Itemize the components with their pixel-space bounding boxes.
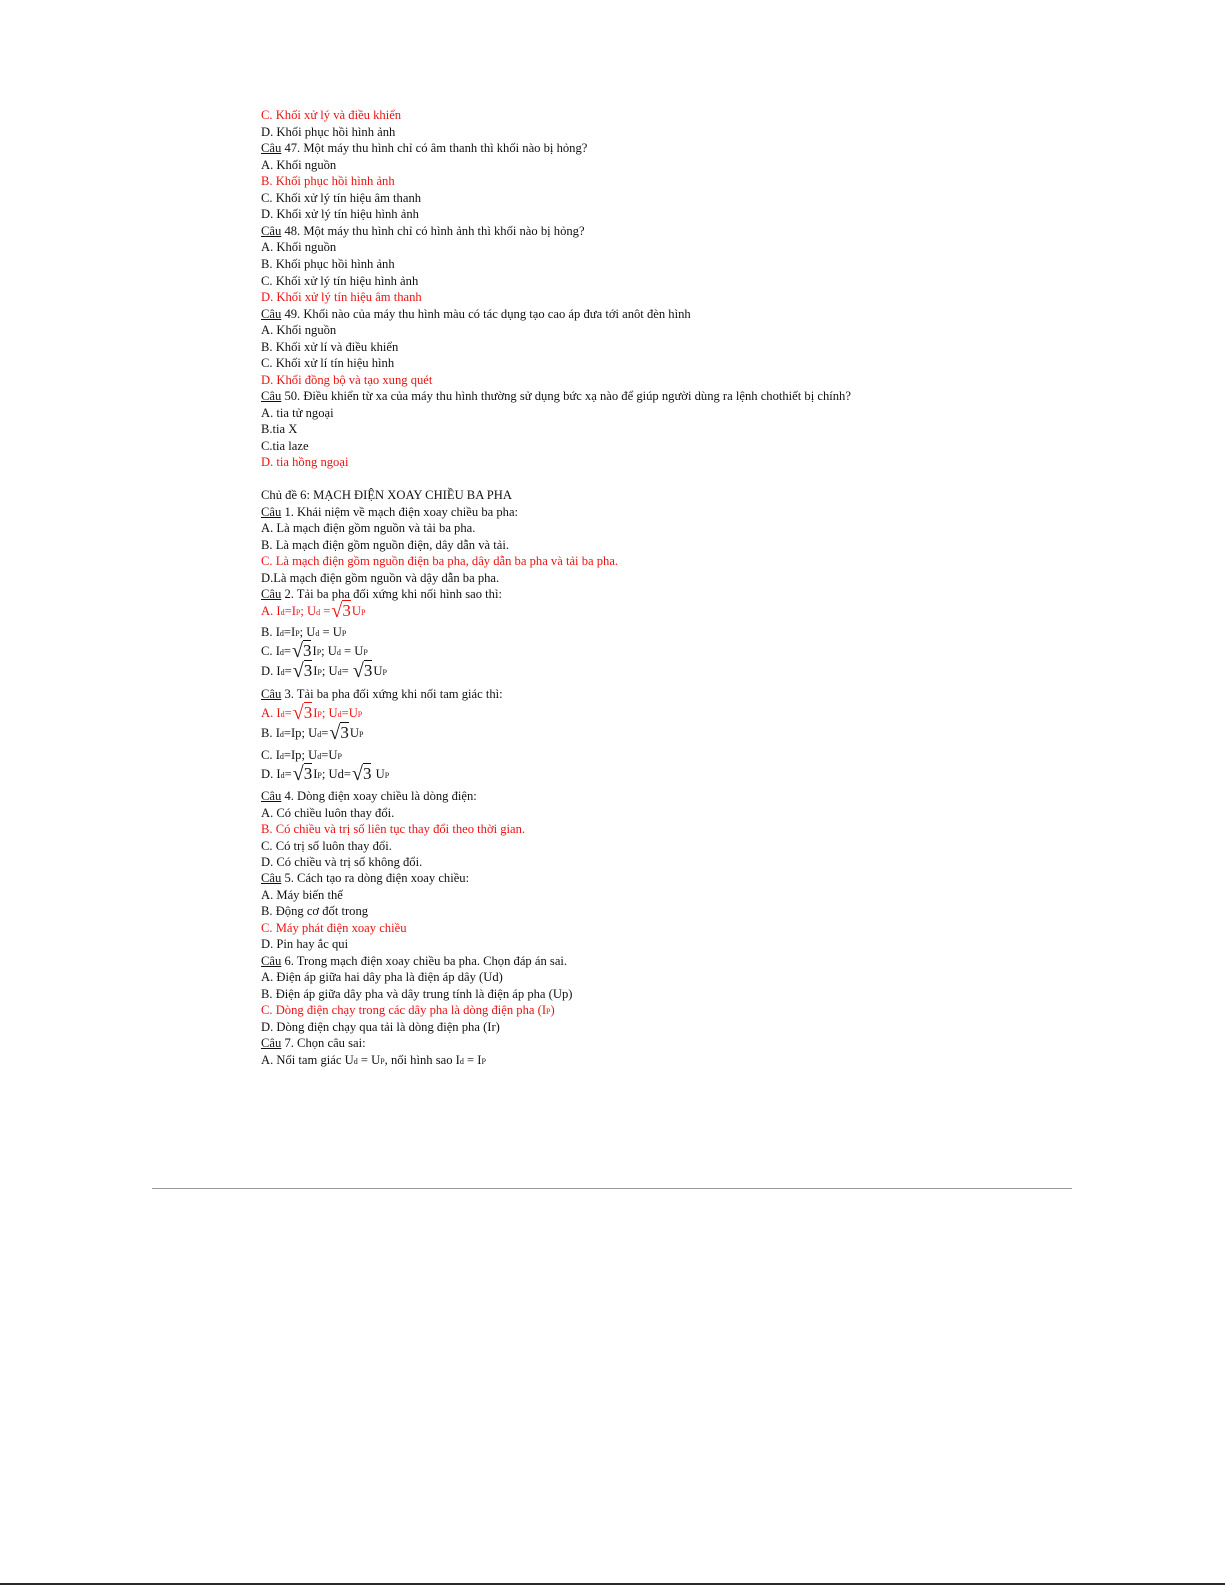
subscript: P bbox=[316, 648, 322, 657]
text-run: =I bbox=[283, 625, 296, 639]
correct-answer-line: B. Có chiều và trị số liên tục thay đổi theo thời gian. bbox=[261, 822, 526, 836]
subscript: d bbox=[280, 608, 285, 617]
subscript: d bbox=[459, 1057, 464, 1066]
text-run: ; U bbox=[321, 664, 338, 678]
question-line bbox=[261, 389, 851, 404]
question-label: Câu bbox=[261, 587, 282, 601]
radicand: 3 bbox=[302, 641, 312, 660]
text-run: = U bbox=[319, 625, 342, 639]
text-run: = bbox=[320, 604, 331, 618]
question-text: 5. Cách tạo ra dòng điện xoay chiều: bbox=[281, 871, 470, 885]
text-line: D. Khối phục hồi hình ảnh bbox=[261, 125, 396, 139]
text-run: = I bbox=[463, 1053, 482, 1067]
question-line bbox=[261, 789, 477, 804]
text-line: C. Khối xử lý tín hiệu âm thanh bbox=[261, 191, 422, 205]
text-line: A. Máy biến thế bbox=[261, 888, 343, 902]
text-run: =Ip; U bbox=[283, 748, 318, 762]
text-run: U bbox=[373, 664, 383, 678]
radical-sign: √ bbox=[292, 640, 303, 662]
text-run: A. Nối tam giác U bbox=[261, 1053, 354, 1067]
text-line: B.tia X bbox=[261, 422, 298, 436]
text-run: ; Ud= bbox=[321, 767, 351, 781]
question-label: Câu bbox=[261, 307, 282, 321]
text-run: A. I bbox=[261, 604, 281, 618]
correct-answer-line bbox=[261, 600, 366, 622]
question-label: Câu bbox=[261, 389, 282, 403]
text-run: = bbox=[321, 726, 329, 740]
square-root bbox=[292, 660, 313, 682]
radical-sign: √ bbox=[331, 600, 343, 622]
text-line: C. Khối xử lý tín hiệu hình ảnh bbox=[261, 274, 419, 288]
subscript: P bbox=[360, 608, 366, 617]
question-label: Câu bbox=[261, 141, 282, 155]
question-text: 50. Điều khiển từ xa của máy thu hình thường sử dụng bức xạ nào để giúp người dùng ra lệnh chothiết bị chính? bbox=[281, 389, 851, 403]
subscript: d bbox=[317, 752, 322, 761]
radical-sign: √ bbox=[292, 702, 304, 724]
text-run: A. I bbox=[261, 706, 281, 720]
subscript: P bbox=[341, 629, 347, 638]
question-line bbox=[261, 687, 503, 702]
answer-line bbox=[261, 722, 364, 744]
question-label: Câu bbox=[261, 871, 282, 885]
text-line: A. Có chiều luôn thay đổi. bbox=[261, 806, 395, 820]
subscript: P bbox=[358, 730, 364, 739]
question-line bbox=[261, 224, 585, 239]
subscript: d bbox=[280, 710, 285, 719]
question-text: 47. Một máy thu hình chỉ có âm thanh thì khối nào bị hỏng? bbox=[281, 141, 588, 155]
correct-answer-line bbox=[261, 1003, 555, 1019]
subscript: d bbox=[315, 629, 320, 638]
text-line: B. Khối phục hồi hình ảnh bbox=[261, 257, 395, 271]
text-run: I bbox=[312, 644, 317, 658]
square-root bbox=[292, 763, 313, 785]
text-line: D.Là mạch điện gồm nguồn và dậy dẫn ba pha. bbox=[261, 571, 500, 585]
square-root bbox=[352, 763, 372, 785]
subscript: d bbox=[279, 648, 284, 657]
question-text: 7. Chọn câu sai: bbox=[281, 1036, 366, 1050]
subscript: P bbox=[295, 629, 300, 638]
answer-line bbox=[261, 748, 342, 764]
radicand: 3 bbox=[362, 764, 372, 783]
text-run: = bbox=[341, 664, 352, 678]
subscript: d bbox=[317, 730, 322, 739]
question-line bbox=[261, 954, 567, 969]
subscript: d bbox=[336, 648, 341, 657]
question-line bbox=[261, 307, 691, 322]
subscript: d bbox=[337, 710, 342, 719]
text-run: =U bbox=[341, 706, 358, 720]
radical-sign: √ bbox=[329, 722, 341, 744]
question-line bbox=[261, 871, 469, 886]
subscript: P bbox=[384, 771, 390, 780]
question-text: 3. Tải ba pha đối xứng khi nối tam giác thì: bbox=[281, 687, 503, 701]
text-run: = bbox=[284, 767, 292, 781]
question-line bbox=[261, 141, 587, 156]
square-root bbox=[352, 660, 373, 682]
question-line bbox=[261, 505, 518, 520]
correct-answer-line: D. tia hồng ngoại bbox=[261, 455, 349, 469]
question-text: 6. Trong mạch điện xoay chiều ba pha. Chọn đáp án sai. bbox=[281, 954, 568, 968]
text-line: A. Khối nguồn bbox=[261, 158, 337, 172]
question-label: Câu bbox=[261, 224, 282, 238]
text-run: = bbox=[284, 664, 292, 678]
subscript: d bbox=[353, 1057, 358, 1066]
text-run: = U bbox=[357, 1053, 381, 1067]
text-run: ) bbox=[550, 1003, 555, 1017]
text-run: C. I bbox=[261, 644, 280, 658]
text-line: D. Có chiều và trị số không đổi. bbox=[261, 855, 423, 869]
subscript: P bbox=[337, 752, 342, 761]
subscript: d bbox=[279, 730, 284, 739]
text-line: D. Pin hay ắc qui bbox=[261, 937, 349, 951]
answer-line bbox=[261, 640, 368, 662]
radicand: 3 bbox=[363, 661, 373, 680]
page-divider bbox=[152, 1188, 1072, 1189]
text-run: B. I bbox=[261, 625, 280, 639]
radical-sign: √ bbox=[352, 660, 364, 682]
text-line: A. tia tử ngoại bbox=[261, 406, 334, 420]
subscript: d bbox=[280, 668, 285, 677]
text-run: =Ip; U bbox=[283, 726, 318, 740]
text-run: ; U bbox=[299, 625, 316, 639]
text-line: C. Có trị số luôn thay đổi. bbox=[261, 839, 392, 853]
text-run: C. I bbox=[261, 748, 280, 762]
subscript: P bbox=[380, 1057, 385, 1066]
text-line: D. Dòng điện chạy qua tải là dòng điện pha (Ir) bbox=[261, 1020, 500, 1034]
question-label: Câu bbox=[261, 954, 282, 968]
square-root bbox=[331, 600, 351, 622]
text-line: B. Điện áp giữa dây pha và dây trung tính là điện áp pha (Up) bbox=[261, 987, 573, 1001]
subscript: P bbox=[295, 608, 301, 617]
question-line bbox=[261, 587, 502, 602]
text-line: Chủ đề 6: MẠCH ĐIỆN XOAY CHIỀU BA PHA bbox=[261, 488, 512, 502]
answer-line bbox=[261, 763, 390, 785]
subscript: P bbox=[317, 771, 322, 780]
square-root bbox=[292, 640, 312, 662]
correct-answer-line: B. Khối phục hồi hình ảnh bbox=[261, 174, 395, 188]
question-text: 4. Dòng điện xoay chiều là dòng điện: bbox=[281, 789, 477, 803]
text-run: U bbox=[349, 726, 359, 740]
subscript: d bbox=[337, 668, 342, 677]
subscript: P bbox=[363, 648, 368, 657]
text-run: D. I bbox=[261, 664, 281, 678]
radicand: 3 bbox=[303, 661, 313, 680]
text-run: U bbox=[351, 604, 361, 618]
radical-sign: √ bbox=[292, 660, 304, 682]
text-line: D. Khối xử lý tín hiệu hình ảnh bbox=[261, 207, 419, 221]
radical-sign: √ bbox=[352, 763, 363, 785]
question-text: 2. Tải ba pha đối xứng khi nối hình sao thì: bbox=[281, 587, 502, 601]
question-label: Câu bbox=[261, 1036, 282, 1050]
text-run: B. I bbox=[261, 726, 280, 740]
subscript: d bbox=[316, 608, 321, 617]
radicand: 3 bbox=[303, 764, 313, 783]
correct-answer-line: D. Khối xử lý tín hiệu âm thanh bbox=[261, 290, 422, 304]
text-run: ; U bbox=[300, 604, 317, 618]
text-run: ; U bbox=[321, 706, 338, 720]
text-run: U bbox=[372, 767, 385, 781]
text-run: D. I bbox=[261, 767, 281, 781]
text-line: A. Khối nguồn bbox=[261, 240, 337, 254]
question-line bbox=[261, 1036, 366, 1051]
question-text: 48. Một máy thu hình chỉ có hình ảnh thì khối nào bị hỏng? bbox=[281, 224, 585, 238]
correct-answer-line: C. Máy phát điện xoay chiều bbox=[261, 921, 407, 935]
answer-line bbox=[261, 625, 346, 641]
question-label: Câu bbox=[261, 687, 282, 701]
correct-answer-line bbox=[261, 702, 363, 724]
answer-line bbox=[261, 660, 387, 682]
text-run: =I bbox=[284, 604, 296, 618]
subscript: P bbox=[357, 710, 363, 719]
correct-answer-line: D. Khối đồng bộ và tạo xung quét bbox=[261, 373, 433, 387]
radicand: 3 bbox=[303, 703, 313, 722]
text-run: , nối hình sao I bbox=[384, 1053, 460, 1067]
text-run: = bbox=[284, 706, 292, 720]
text-line: B. Là mạch điện gồm nguồn điện, dây dẫn và tải. bbox=[261, 538, 509, 552]
subscript: P bbox=[382, 668, 387, 677]
text-line: B. Động cơ đốt trong bbox=[261, 904, 369, 918]
subscript: d bbox=[280, 771, 285, 780]
answer-line bbox=[261, 1053, 486, 1069]
text-line: C. Khối xử lí tín hiệu hình bbox=[261, 356, 395, 370]
text-line: A. Là mạch điện gồm nguồn và tải ba pha. bbox=[261, 521, 476, 535]
text-line: C.tia laze bbox=[261, 439, 309, 453]
radical-sign: √ bbox=[292, 763, 304, 785]
text-run: I bbox=[313, 767, 318, 781]
subscript: d bbox=[279, 629, 284, 638]
text-run: =U bbox=[321, 748, 338, 762]
question-text: 1. Khái niệm về mạch điện xoay chiều ba pha: bbox=[281, 505, 519, 519]
text-run: C. Dòng điện chạy trong các dây pha là dòng điện pha (I bbox=[261, 1003, 547, 1017]
correct-answer-line: C. Là mạch điện gồm nguồn điện ba pha, dây dẫn ba pha và tải ba pha. bbox=[261, 554, 619, 568]
text-run: I bbox=[313, 664, 318, 678]
text-line: A. Điện áp giữa hai dây pha là điện áp dây (Ud) bbox=[261, 970, 503, 984]
text-run: ; U bbox=[321, 644, 337, 658]
radicand: 3 bbox=[340, 723, 349, 742]
subscript: P bbox=[481, 1057, 486, 1066]
text-run: = bbox=[283, 644, 291, 658]
subscript: P bbox=[317, 668, 322, 677]
subscript: P bbox=[317, 710, 322, 719]
square-root bbox=[292, 702, 313, 724]
text-line: A. Khối nguồn bbox=[261, 323, 337, 337]
radicand: 3 bbox=[342, 601, 351, 620]
text-line: B. Khối xử lí và điều khiển bbox=[261, 340, 399, 354]
question-text: 49. Khối nào của máy thu hình màu có tác dụng tạo cao áp đưa tới anôt đèn hình bbox=[281, 307, 691, 321]
text-run: I bbox=[313, 706, 318, 720]
square-root bbox=[329, 722, 349, 744]
question-label: Câu bbox=[261, 789, 282, 803]
question-label: Câu bbox=[261, 505, 282, 519]
subscript: P bbox=[546, 1007, 551, 1016]
correct-answer-line: C. Khối xử lý và điều khiển bbox=[261, 108, 402, 122]
subscript: d bbox=[279, 752, 284, 761]
text-run: = U bbox=[340, 644, 364, 658]
